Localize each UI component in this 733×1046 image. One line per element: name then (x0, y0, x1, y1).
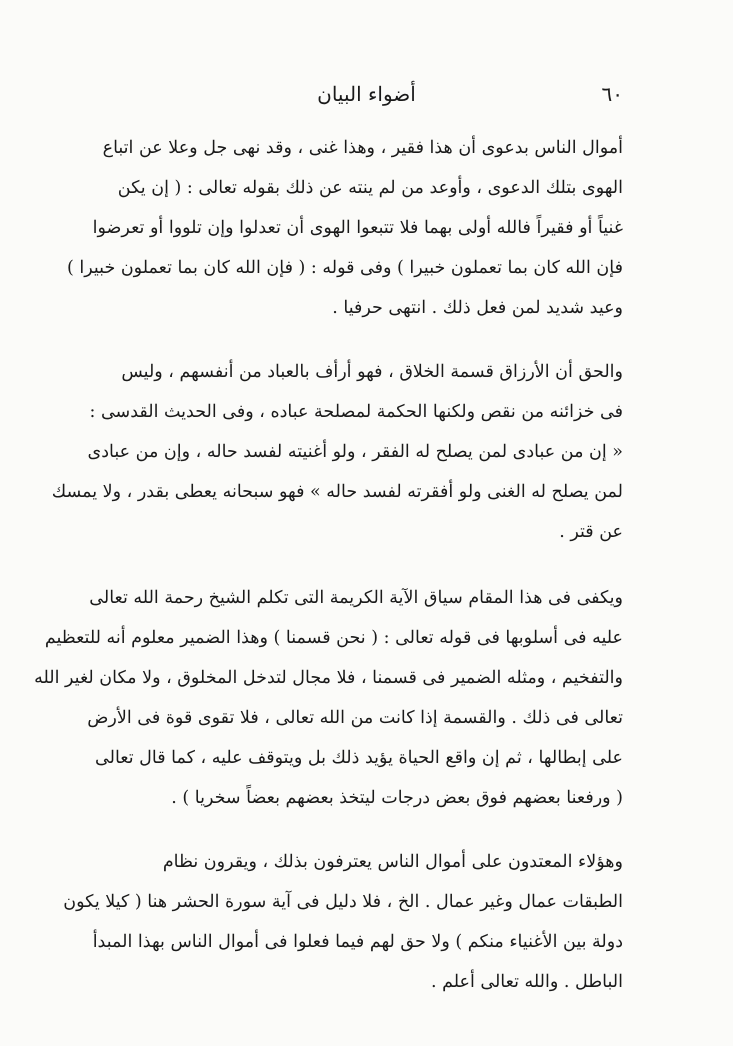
text-line: الهوى بتلك الدعوى ، وأوعد من لم ينته عن ذلك بقوله تعالى : ( إن يكن (117, 178, 623, 198)
text-line: دولة بين الأغنياء منكم ) ولا حق لهم فيما فعلوا فى أموال الناس بهذا المبدأ (92, 932, 623, 952)
text-line: ويكفى فى هذا المقام سياق الآية الكريمة التى تكلم الشيخ رحمة الله تعالى (89, 588, 623, 608)
text-line: لمن يصلح له الغنى ولو أفقرته لفسد حاله » فهو سبحانه يعطى بقدر ، ولا يمسك (51, 482, 623, 502)
paragraph-1 (66, 128, 623, 328)
text-line: أموال الناس بدعوى أن هذا فقير ، وهذا غنى ، وقد نهى جل وعلا عن اتباع (102, 138, 623, 158)
text-line: غنياً أو فقيراً فالله أولى بهما فلا تتبعوا الهوى أن تعدلوا وإن تلووا أو تعرضوا (92, 218, 623, 238)
page-body (34, 128, 623, 1024)
page-number: ٦٠ (601, 82, 623, 106)
text-line: والتفخيم ، ومثله الضمير فى قسمنا ، فلا مجال لتدخل المخلوق ، ولا مكان لغير الله (34, 668, 623, 688)
text-line: الطبقات عمال وغير عمال . الخ ، فلا دليل فى آية سورة الحشر هنا ( كيلا يكون (63, 892, 623, 912)
text-line: عن قتر . (559, 522, 623, 542)
text-line: عليه فى أسلوبها فى قوله تعالى : ( نحن قسمنا ) وهذا الضمير معلوم أنه للتعظيم (44, 628, 623, 648)
text-line: وهؤلاء المعتدون على أموال الناس يعترفون بذلك ، ويقرون نظام (162, 852, 623, 872)
text-line: والحق أن الأرزاق قسمة الخلاق ، فهو أرأف بالعباد من أنفسهم ، وليس (121, 362, 623, 382)
text-line: وعيد شديد لمن فعل ذلك . انتهى حرفيا . (332, 298, 623, 318)
text-line: فإن الله كان بما تعملون خبيرا ) وفى قوله : ( فإن الله كان بما تعملون خبيرا ) (66, 258, 623, 278)
text-line: الباطل . والله تعالى أعلم . (430, 972, 623, 992)
paragraph-4 (63, 842, 623, 1002)
paragraph-2 (51, 352, 623, 552)
text-line: تعالى فى ذلك . والقسمة إذا كانت من الله تعالى ، فلا تقوى قوة فى الأرض (87, 708, 623, 728)
text-line: ( ورفعنا بعضهم فوق بعض درجات ليتخذ بعضهم بعضاً سخريا ) . (171, 788, 623, 808)
page-header (110, 82, 623, 112)
text-line: « إن من عبادى لمن يصلح له الفقر ، ولو أغنيته لفسد حاله ، وإن من عبادى (87, 442, 623, 462)
text-line: على إبطالها ، ثم إن واقع الحياة يؤيد ذلك بل ويتوقف عليه ، كما قال تعالى (95, 748, 623, 768)
text-line: فى خزائنه من نقص ولكنها الحكمة لمصلحة عباده ، وفى الحديث القدسى : (89, 402, 623, 422)
paragraph-3 (34, 578, 623, 818)
running-title: أضواء البيان (317, 82, 416, 106)
